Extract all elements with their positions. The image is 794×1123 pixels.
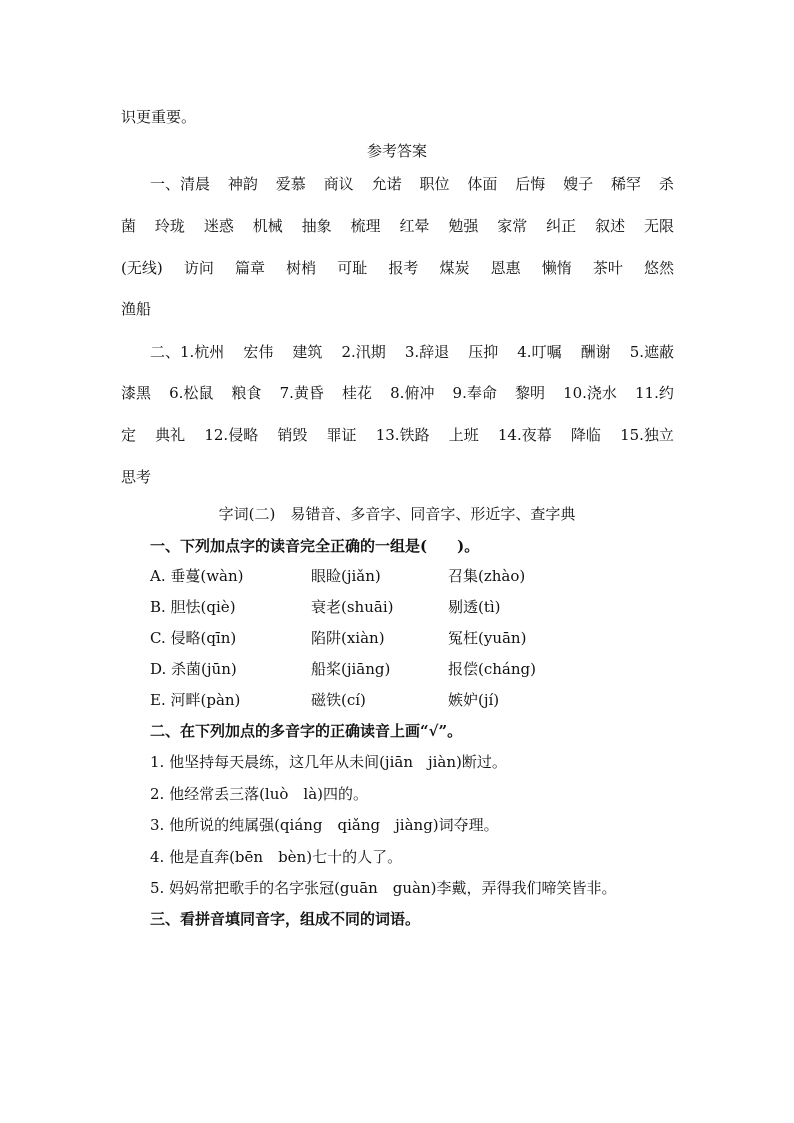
- answer-word: 13.铁路: [375, 426, 430, 444]
- answer-word: 恩惠: [490, 259, 521, 277]
- answer-row: [150, 174, 674, 194]
- answer-word: 销毁: [277, 426, 308, 444]
- answer-word: 神韵: [227, 175, 258, 193]
- answer-word: 菌: [121, 217, 137, 235]
- answer-title: 参考答案: [366, 142, 427, 160]
- option-word: 召集(zhào): [448, 567, 526, 585]
- answer-word: 7.黄昏: [279, 384, 324, 402]
- option-word: 船桨(jiāng): [311, 660, 391, 678]
- answer-word: 茶叶: [592, 259, 623, 277]
- option-word: 冤枉(yuān): [448, 629, 527, 647]
- answer-word: 9.奉命: [452, 384, 497, 402]
- option-word: B. 胆怯(qiè): [150, 598, 236, 616]
- answer-word: 访问: [183, 259, 214, 277]
- answer-word: 红晕: [399, 217, 430, 235]
- answer-word: 勉强: [448, 217, 479, 235]
- q2-item: 3. 他所说的纯属强(qiáng qiǎng jiàng)词夺理。: [150, 816, 499, 834]
- answer-word: 14.夜幕: [497, 426, 552, 444]
- answer-word: (无线): [121, 259, 163, 277]
- answer-word: 酬谢: [580, 343, 611, 361]
- option-word: D. 杀菌(jūn): [150, 660, 237, 678]
- question-1-title: 一、下列加点字的读音完全正确的一组是( )。: [150, 537, 480, 555]
- option-word: 剔透(tì): [448, 598, 501, 616]
- answer-word: 梳理: [350, 217, 381, 235]
- q2-item: 1. 他坚持每天晨练，这几年从未间(jiān jiàn)断过。: [150, 753, 507, 771]
- answer-row: [121, 425, 674, 445]
- q2-item: 5. 妈妈常把歌手的名字张冠(guān guàn)李戴，弄得我们啼笑皆非。: [150, 879, 617, 897]
- answer-word: 6.松鼠: [169, 384, 214, 402]
- answer-word: 煤炭: [439, 259, 470, 277]
- answer-word: 罪证: [326, 426, 357, 444]
- answer-word: 报考: [388, 259, 419, 277]
- answer-word: 嫂子: [563, 175, 594, 193]
- answer-word: 压抑: [468, 343, 499, 361]
- answer-word: 稀罕: [611, 175, 642, 193]
- answer-word: 降临: [570, 426, 601, 444]
- answer-word: 篇章: [234, 259, 265, 277]
- answer-word: 杀: [658, 175, 674, 193]
- answer-word: 黎明: [514, 384, 545, 402]
- q2-item: 2. 他经常丢三落(luò là)四的。: [150, 785, 369, 803]
- answer-word: 树梢: [286, 259, 317, 277]
- answer-word: 爱慕: [275, 175, 306, 193]
- option-word: 眼睑(jiǎn): [311, 567, 381, 585]
- option-word: 衰老(shuāi): [311, 598, 394, 616]
- answer-row: [121, 299, 151, 319]
- continuation-text: 识更重要。: [121, 108, 197, 126]
- answer-word: 3.辞退: [404, 343, 450, 361]
- answer-word: 12.侵略: [204, 426, 259, 444]
- answer-word: 后悔: [515, 175, 546, 193]
- option-word: E. 河畔(pàn): [150, 691, 241, 709]
- option-word: 报偿(cháng): [448, 660, 536, 678]
- answer-word: 迷惑: [203, 217, 234, 235]
- answer-word: 8.俯冲: [390, 384, 435, 402]
- answer-word: 叙述: [595, 217, 626, 235]
- option-word: C. 侵略(qīn): [150, 629, 237, 647]
- option-word: 嫉妒(jí): [448, 691, 500, 709]
- answer-row: [121, 383, 674, 403]
- answer-word: 宏伟: [243, 343, 274, 361]
- answer-word: 家常: [497, 217, 528, 235]
- answer-word: 体面: [467, 175, 498, 193]
- question-3-title: 三、看拼音填同音字，组成不同的词语。: [150, 910, 421, 928]
- answer-word: 一、清晨: [150, 175, 211, 193]
- answer-word: 允诺: [371, 175, 402, 193]
- answer-word: 职位: [419, 175, 450, 193]
- answer-word: 10.浇水: [563, 384, 617, 402]
- answer-word: 2.汛期: [341, 343, 386, 361]
- option-word: 陷阱(xiàn): [311, 629, 385, 647]
- answer-word: 机械: [252, 217, 283, 235]
- answer-word: 懒惰: [541, 259, 572, 277]
- answer-word: 抽象: [301, 217, 332, 235]
- answer-word: 粮食: [231, 384, 262, 402]
- answer-word: 无限: [643, 217, 674, 235]
- answer-word: 建筑: [292, 343, 323, 361]
- answer-row: [121, 467, 151, 487]
- answer-word: 可耻: [337, 259, 368, 277]
- answer-word: 4.叮嘱: [517, 343, 562, 361]
- answer-word: 思考: [121, 468, 152, 486]
- answer-word: 15.独立: [620, 426, 674, 444]
- answer-word: 漆黑: [121, 384, 152, 402]
- question-2-title: 二、在下列加点的多音字的正确读音上画“√”。: [150, 722, 463, 740]
- chapter-title: 字词(二) 易错音、多音字、同音字、形近字、查字典: [218, 505, 576, 523]
- answer-word: 11.约: [635, 384, 674, 402]
- answer-word: 悠然: [643, 259, 674, 277]
- q2-item: 4. 他是直奔(bēn bèn)七十的人了。: [150, 848, 403, 866]
- option-word: A. 垂蔓(wàn): [150, 567, 244, 585]
- answer-word: 玲珑: [154, 217, 185, 235]
- answer-word: 桂花: [342, 384, 373, 402]
- answer-row: [121, 258, 674, 278]
- answer-row: [121, 216, 674, 236]
- answer-word: 二、1.杭州: [150, 343, 225, 361]
- answer-word: 商议: [323, 175, 354, 193]
- option-word: 磁铁(cí): [311, 691, 366, 709]
- answer-word: 纠正: [546, 217, 577, 235]
- answer-word: 渔船: [121, 300, 152, 318]
- answer-word: 上班: [448, 426, 479, 444]
- answer-word: 5.遮蔽: [629, 343, 674, 361]
- answer-word: 定: [121, 426, 137, 444]
- answer-row: [150, 342, 674, 362]
- answer-word: 典礼: [155, 426, 186, 444]
